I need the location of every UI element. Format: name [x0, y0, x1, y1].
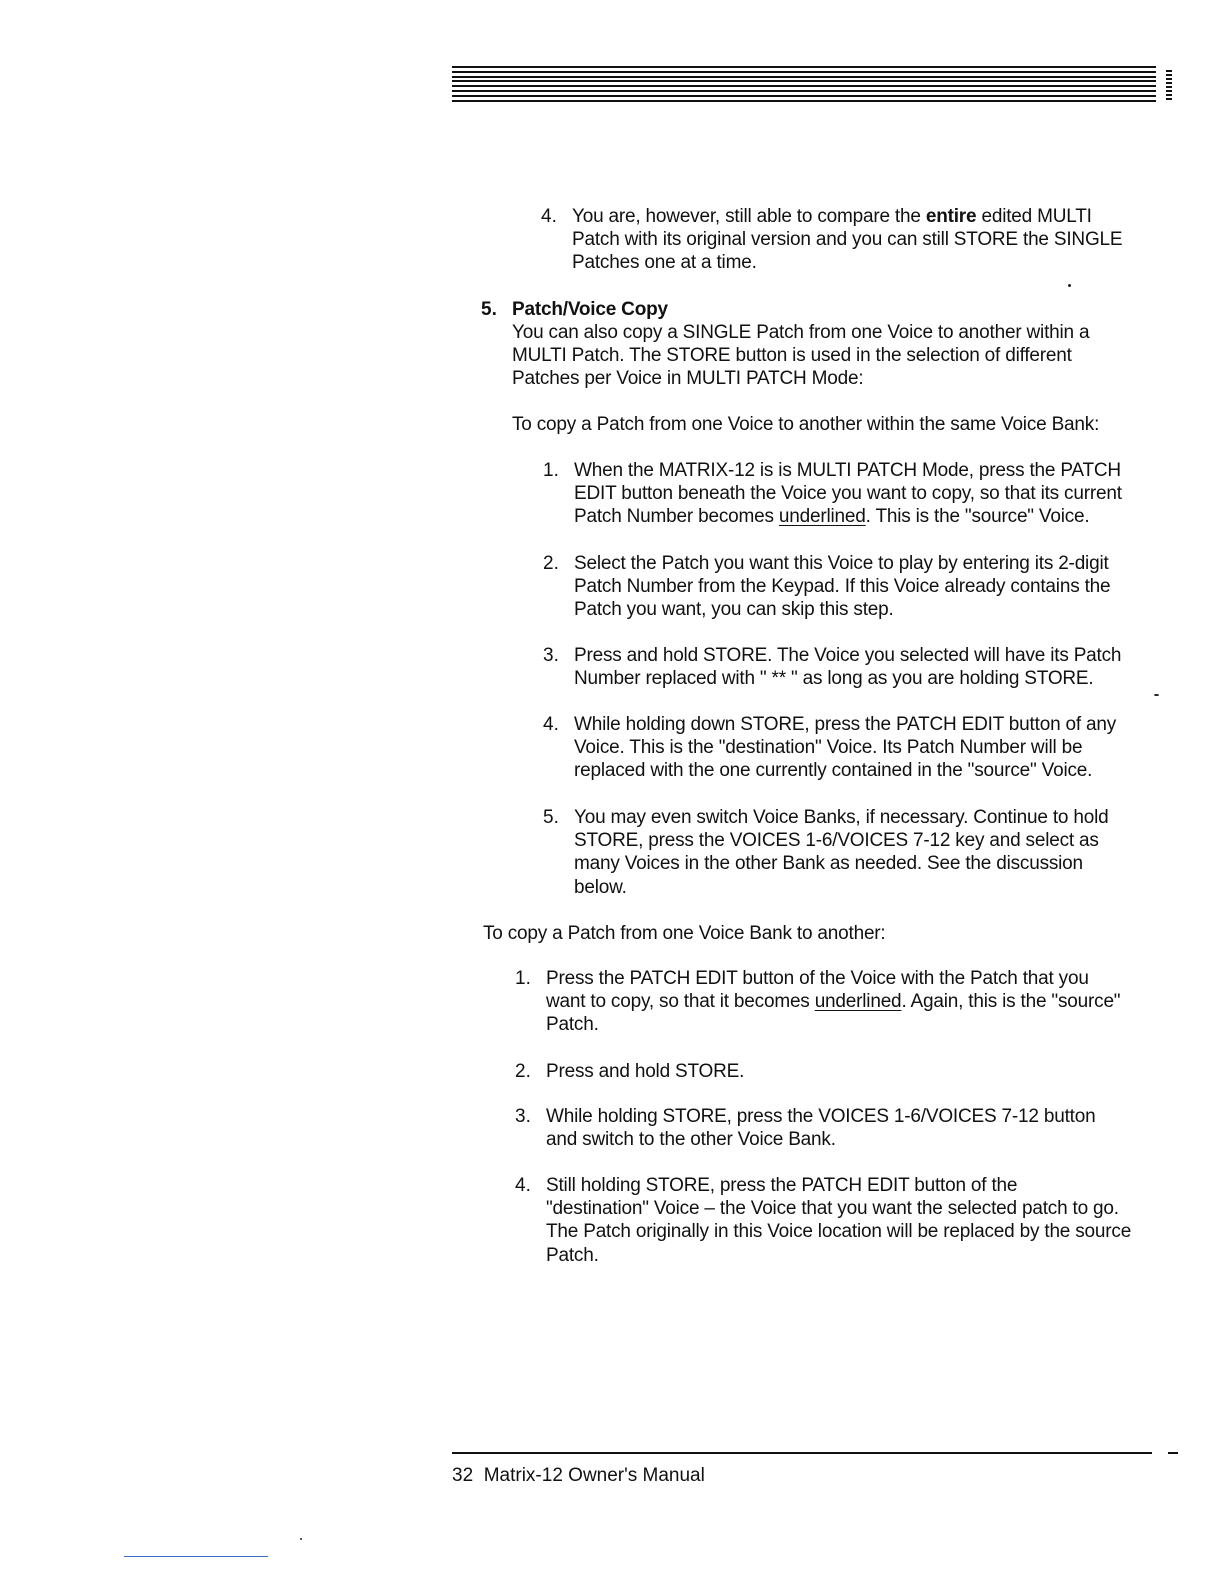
- text-line: [546, 967, 1089, 990]
- text-line: [574, 598, 894, 621]
- manual-title: Matrix-12 Owner's Manual: [483, 1465, 705, 1486]
- text-run: Select the Patch you want this Voice to play by entering its 2-digit: [574, 553, 1109, 574]
- bold-text: entire: [925, 206, 977, 227]
- list-number: 4.: [543, 714, 559, 735]
- footer-rule: [452, 1452, 1152, 1454]
- text-run: STORE, press the VOICES 1-6/VOICES 7-12 key and select as: [574, 830, 1099, 852]
- text-line: [572, 205, 1092, 228]
- text-line: [574, 575, 1110, 598]
- list-number: 3.: [543, 645, 559, 666]
- text-line: [574, 852, 1083, 875]
- header-rule-bars: [452, 66, 1156, 104]
- header-marker: [1166, 70, 1172, 102]
- text-run: Patch.: [546, 1244, 599, 1266]
- list-number: 5.: [481, 299, 497, 320]
- text-line: [546, 1105, 1095, 1128]
- text-line: [574, 505, 1090, 528]
- text-run: Press the PATCH EDIT button of the Voice with the Patch that you: [546, 968, 1089, 989]
- text-run: You are, however, still able to compare the: [572, 206, 926, 227]
- text-run: When the MATRIX-12 is is MULTI PATCH Mode, press the PATCH: [574, 460, 1121, 481]
- text-run: Patch Number becomes: [574, 506, 779, 528]
- scan-speck: [300, 1538, 302, 1540]
- text-run: To copy a Patch from one Voice to another within the same Voice Bank:: [512, 414, 1100, 435]
- list-number: 1.: [515, 968, 531, 989]
- text-line: [574, 482, 1122, 505]
- text-run: Patches per Voice in MULTI PATCH Mode:: [512, 368, 864, 390]
- text-line: [512, 321, 1089, 344]
- header-bar: [452, 85, 1156, 87]
- text-run: replaced with the one currently contained in the "source" Voice.: [574, 760, 1093, 782]
- text-run: and switch to the other Voice Bank.: [546, 1129, 836, 1151]
- text-line: [546, 1060, 744, 1083]
- text-line: [546, 1128, 836, 1151]
- text-run: Patch you want, you can skip this step.: [574, 599, 894, 621]
- text-run: Press and hold STORE.: [546, 1061, 745, 1082]
- text-run: many Voices in the other Bank as needed. See the discussion: [574, 853, 1083, 875]
- section-heading: Patch/Voice Copy: [512, 299, 668, 320]
- text-run: You can also copy a SINGLE Patch from one Voice to another within a: [512, 322, 1090, 343]
- text-line: [574, 876, 627, 899]
- text-line: [574, 713, 1116, 736]
- text-run: "destination" Voice – the Voice that you want the selected patch to go.: [546, 1198, 1119, 1220]
- text-line: [546, 1220, 1131, 1243]
- text-run: While holding down STORE, press the PATCH EDIT button of any: [574, 714, 1117, 735]
- text-run: Patch.: [546, 1014, 599, 1036]
- text-line: [512, 344, 1072, 367]
- header-bar: [452, 71, 1156, 73]
- header-bar: [452, 80, 1156, 82]
- text-run: Number replaced with " ** " as long as you are holding STORE.: [574, 668, 1094, 690]
- text-run: want to copy, so that it becomes: [546, 991, 815, 1013]
- text-line: [572, 228, 1122, 251]
- text-line: [574, 552, 1109, 575]
- text-line: [483, 922, 886, 945]
- text-line: [546, 990, 1120, 1013]
- text-run: Patches one at a time.: [572, 252, 757, 274]
- text-run: . Again, this is the "source": [901, 991, 1121, 1013]
- text-run: edited MULTI: [976, 206, 1092, 227]
- text-run: EDIT button beneath the Voice you want to copy, so that its current: [574, 483, 1122, 505]
- list-number: 1.: [543, 460, 559, 481]
- text-line: [574, 667, 1094, 690]
- text-line: [546, 1174, 1017, 1197]
- underlined-text: underlined: [814, 991, 902, 1013]
- header-bar: [452, 76, 1156, 78]
- text-line: [574, 829, 1099, 852]
- text-line: [546, 1013, 599, 1036]
- text-line: [574, 759, 1092, 782]
- text-line: [546, 1244, 599, 1267]
- text-line: [512, 367, 863, 390]
- text-line: [512, 413, 1099, 436]
- text-run: below.: [574, 876, 627, 898]
- scan-artifact-line: [124, 1556, 268, 1557]
- text-run: You may even switch Voice Banks, if necessary. Continue to hold: [574, 807, 1109, 828]
- footer-dash: [1168, 1452, 1178, 1454]
- scan-speck: [1154, 694, 1159, 696]
- text-line: [574, 459, 1121, 482]
- scan-speck: [1068, 284, 1071, 287]
- text-run: Still holding STORE, press the PATCH EDIT button of the: [546, 1175, 1018, 1196]
- list-number: 3.: [515, 1106, 531, 1127]
- header-bar: [452, 90, 1156, 92]
- header-bar: [452, 66, 1156, 68]
- text-line: [572, 251, 757, 274]
- list-number: 2.: [515, 1061, 531, 1082]
- page-footer: [452, 1464, 705, 1487]
- list-number: 2.: [543, 553, 559, 574]
- page-number: 32: [452, 1465, 474, 1486]
- text-run: Press and hold STORE. The Voice you selected will have its Patch: [574, 645, 1122, 666]
- underlined-text: underlined: [778, 506, 866, 528]
- text-line: [574, 736, 1082, 759]
- text-run: While holding STORE, press the VOICES 1-6/VOICES 7-12 button: [546, 1106, 1096, 1127]
- text-line: [546, 1197, 1119, 1220]
- header-bar: [452, 95, 1156, 97]
- text-run: Patch with its original version and you can still STORE the SINGLE: [572, 229, 1123, 251]
- list-number: 4.: [541, 206, 557, 227]
- text-run: The Patch originally in this Voice location will be replaced by the source: [546, 1221, 1132, 1243]
- text-run: MULTI Patch. The STORE button is used in the selection of different: [512, 345, 1072, 367]
- text-run: Patch Number from the Keypad. If this Voice already contains the: [574, 576, 1111, 598]
- text-line: [574, 806, 1109, 829]
- text-run: Voice. This is the "destination" Voice. Its Patch Number will be: [574, 737, 1083, 759]
- text-line: [574, 644, 1121, 667]
- text-run: . This is the "source" Voice.: [865, 506, 1090, 528]
- text-run: To copy a Patch from one Voice Bank to another:: [483, 923, 886, 944]
- header-bar: [452, 100, 1156, 102]
- list-number: 4.: [515, 1175, 531, 1196]
- list-number: 5.: [543, 807, 559, 828]
